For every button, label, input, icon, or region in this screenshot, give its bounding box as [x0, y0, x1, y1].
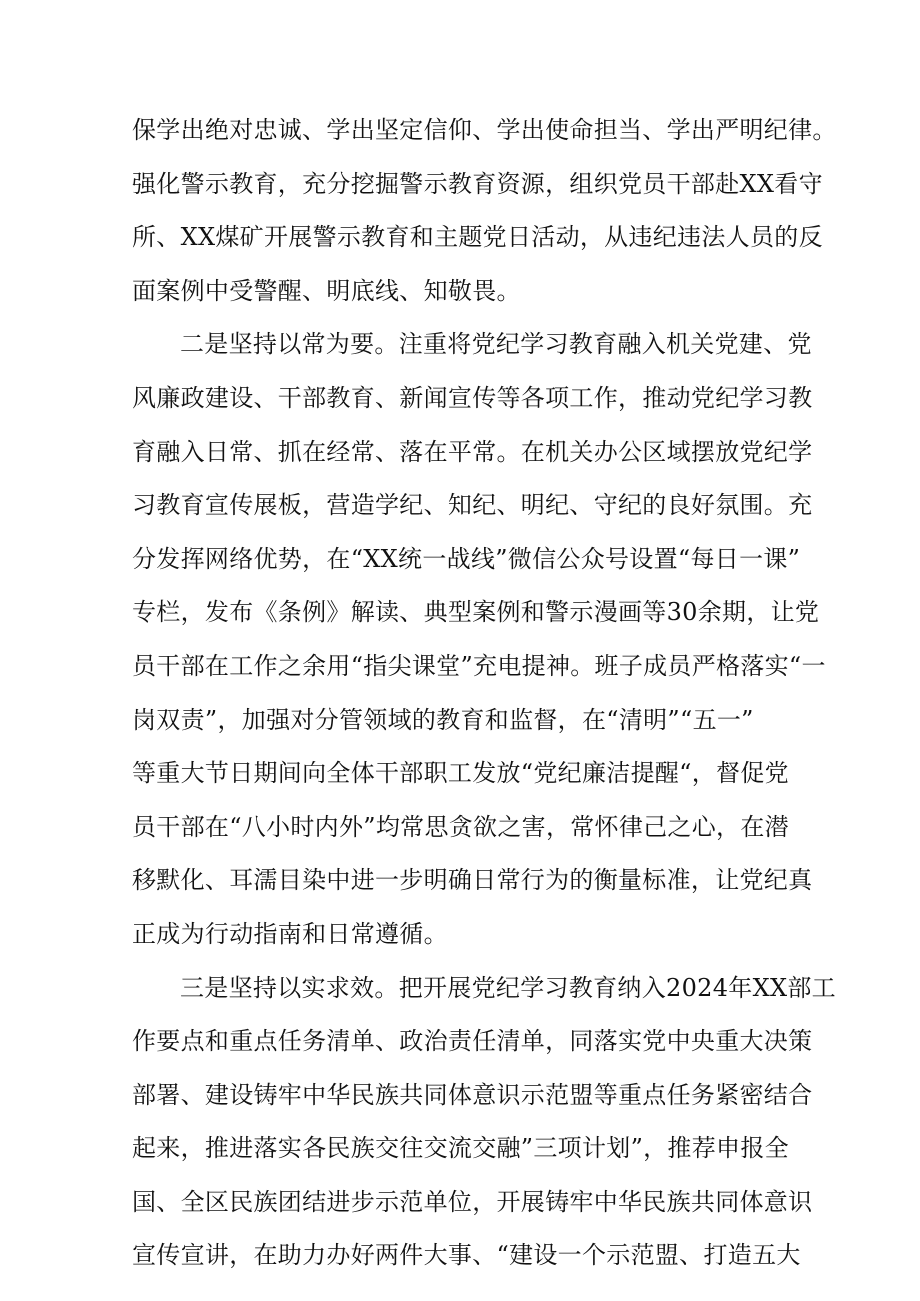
text-line: 宣传宣讲，在助力办好两件大事、“建设一个示范盟、打造五大 [132, 1241, 801, 1270]
body-text [132, 104, 837, 1283]
text-line: 等重大节日期间向全体干部职工发放“党纪廉洁提醒“，督促党 [132, 759, 789, 788]
text-line: 部署、建设铸牢中华民族共同体意识示范盟等重点任务紧密结合 [132, 1080, 813, 1109]
paragraph-start-line: 二是坚持以常为要。注重将党纪学习教育融入机关党建、党 [180, 330, 812, 359]
text-line: 面案例中受警醒、明底线、知敬畏。 [132, 276, 521, 305]
text-line: 岗双责”，加强对分管领域的教育和监督，在“清明”“五一” [132, 705, 754, 734]
text-line: 保学出绝对忠诚、学出坚定信仰、学出使命担当、学出严明纪律。 [132, 116, 837, 144]
text-line: 起来，推进落实各民族交往交流交融”三项计划”，推荐申报全 [132, 1134, 789, 1163]
text-line: 作要点和重点任务清单、政治责任清单，同落实党中央重大决策 [132, 1027, 813, 1056]
text-line: 习教育宣传展板，营造学纪、知纪、明纪、守纪的良好氛围。充 [132, 491, 813, 520]
text-line: 分发挥网络优势，在“XX统一战线”微信公众号设置“每日一课” [132, 544, 801, 573]
text-line: 正成为行动指南和日常遵循。 [132, 919, 448, 948]
text-line: 所、XX煤矿开展警示教育和主题党日活动，从违纪违法人员的反 [132, 223, 823, 252]
text-line: 国、全区民族团结进步示范单位，开展铸牢中华民族共同体意识 [132, 1187, 813, 1216]
text-line: 专栏，发布《条例》解读、典型案例和警示漫画等30余期，让党 [132, 598, 820, 627]
text-line: 风廉政建设、干部教育、新闻宣传等各项工作，推动党纪学习教 [132, 383, 813, 412]
paragraph-start-line: 三是坚持以实求效。把开展党纪学习教育纳入2024年XX部工 [180, 973, 836, 1002]
text-line: 强化警示教育，充分挖掘警示教育资源，组织党员干部赴XX看守 [132, 169, 823, 198]
text-line: 员干部在“八小时内外”均常思贪欲之害，常怀律己之心，在潜 [132, 812, 789, 841]
text-line: 育融入日常、抓在经常、落在平常。在机关办公区域摆放党纪学 [132, 437, 813, 466]
text-line: 移默化、耳濡目染中进一步明确日常行为的衡量标准，让党纪真 [132, 866, 813, 895]
text-line: 员干部在工作之余用“指尖课堂”充电提神。班子成员严格落实“一 [132, 651, 826, 680]
